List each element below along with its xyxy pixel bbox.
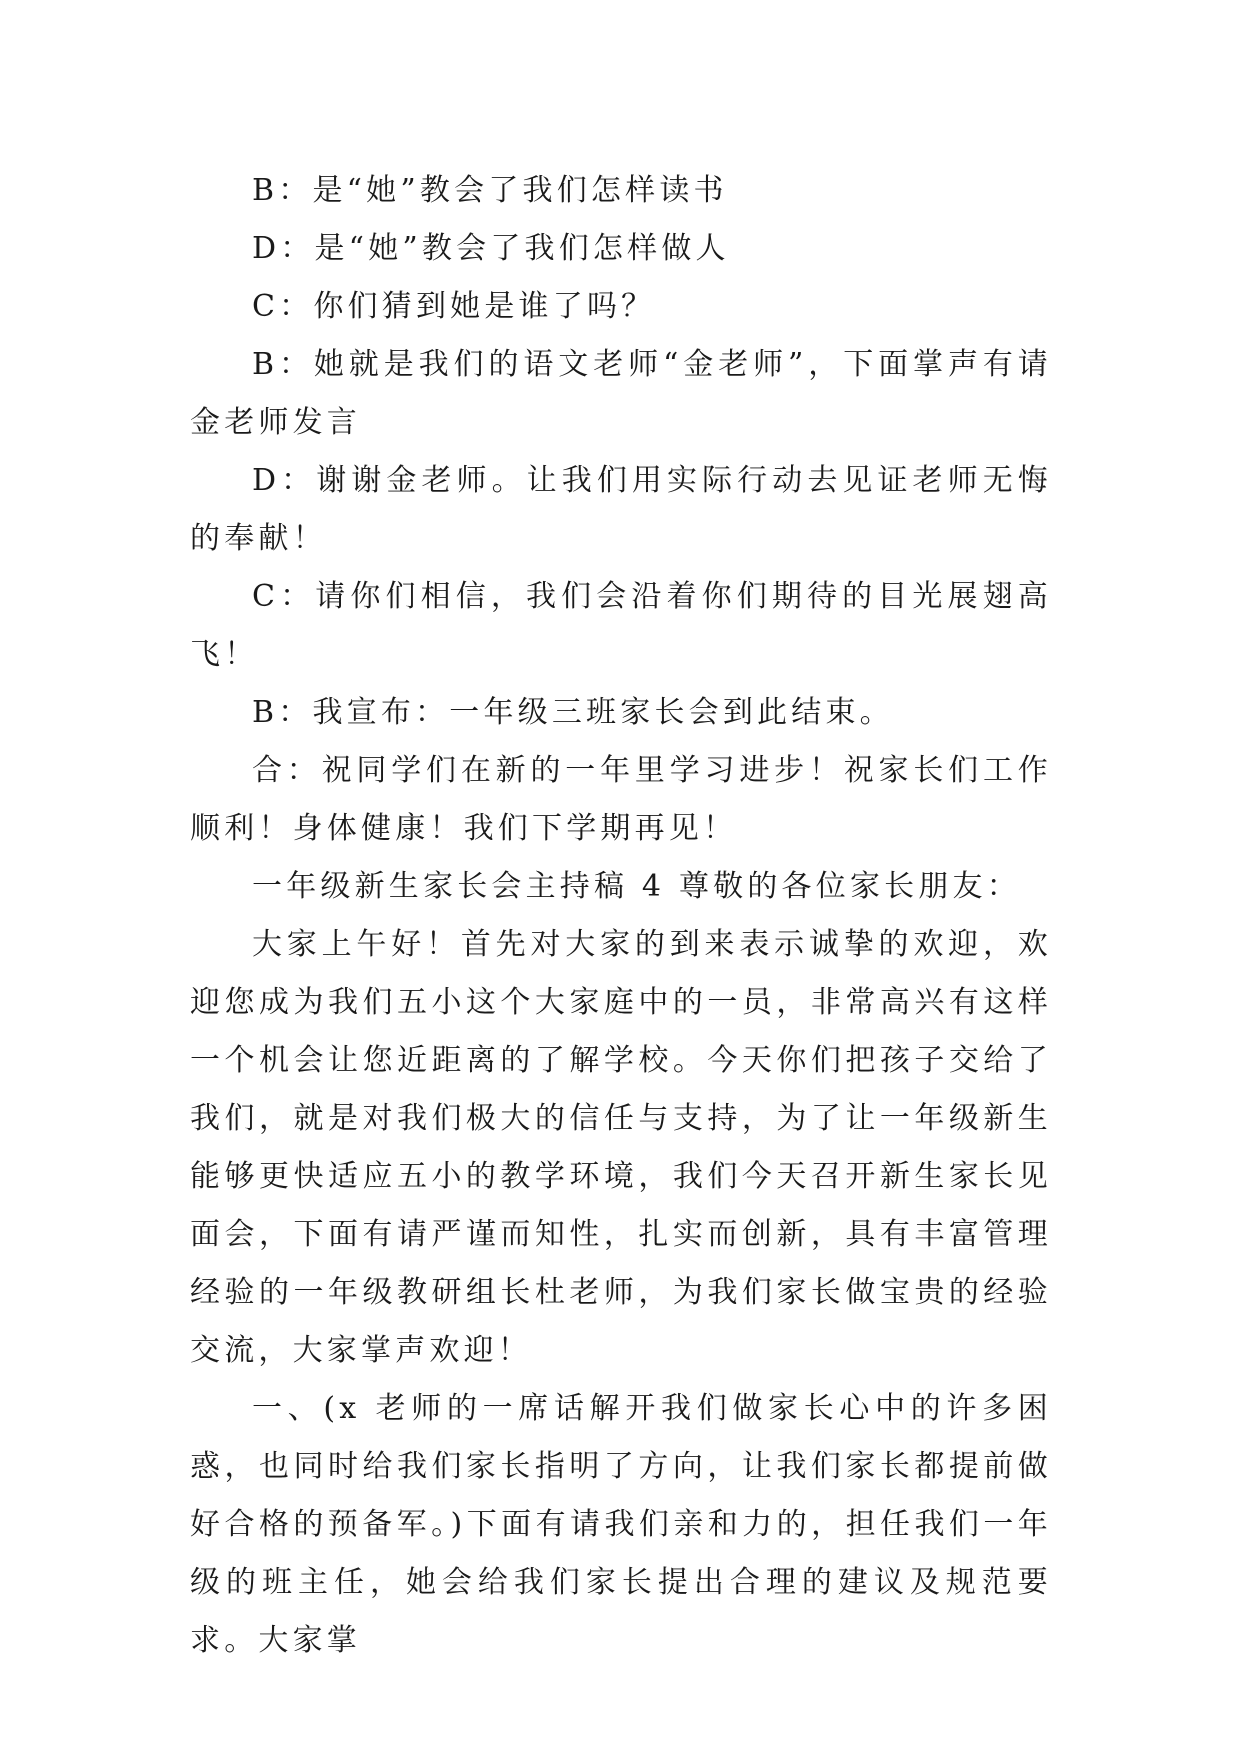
paragraph: B：我宣布：一年级三班家长会到此结束。	[252, 695, 894, 730]
paragraph: D：谢谢金老师。让我们用实际行动去见证老师无悔的奉献！	[190, 463, 1052, 556]
paragraph: B：她就是我们的语文老师“金老师”，下面掌声有请金老师发言	[190, 347, 1052, 440]
paragraph: C：请你们相信，我们会沿着你们期待的目光展翅高飞！	[190, 579, 1052, 672]
paragraph: B：是“她”教会了我们怎样读书	[252, 173, 728, 208]
paragraph: D：是“她”教会了我们怎样做人	[252, 231, 730, 266]
paragraph: C：你们猜到她是谁了吗？	[252, 289, 656, 324]
paragraph: 大家上午好！首先对大家的到来表示诚挚的欢迎，欢迎您成为我们五小这个大家庭中的一员，非常高兴有这样一个机会让您近距离的了解学校。今天你们把孩子交给了我们，就是对我们极大的信任与支持，为了让一年级新生能够更快适应五小的教学环境，我们今天召开新生家长见面会，下面有请严谨而知性，扎实而创新，具有丰富管理经验的一年级教研组长杜老师，为我们家长做宝贵的经验交流，大家掌声欢迎！	[190, 927, 1052, 1368]
paragraph: 合：祝同学们在新的一年里学习进步！祝家长们工作顺利！身体健康！我们下学期再见！	[190, 753, 1052, 846]
document-body	[190, 162, 1052, 1670]
paragraph: 一、(x 老师的一席话解开我们做家长心中的许多困惑，也同时给我们家长指明了方向，让我们家长都提前做好合格的预备军。)下面有请我们亲和力的，担任我们一年级的班主任，她会给我们家长提出合理的建议及规范要求。大家掌	[190, 1391, 1052, 1658]
paragraph: 一年级新生家长会主持稿 4 尊敬的各位家长朋友：	[252, 869, 1021, 904]
